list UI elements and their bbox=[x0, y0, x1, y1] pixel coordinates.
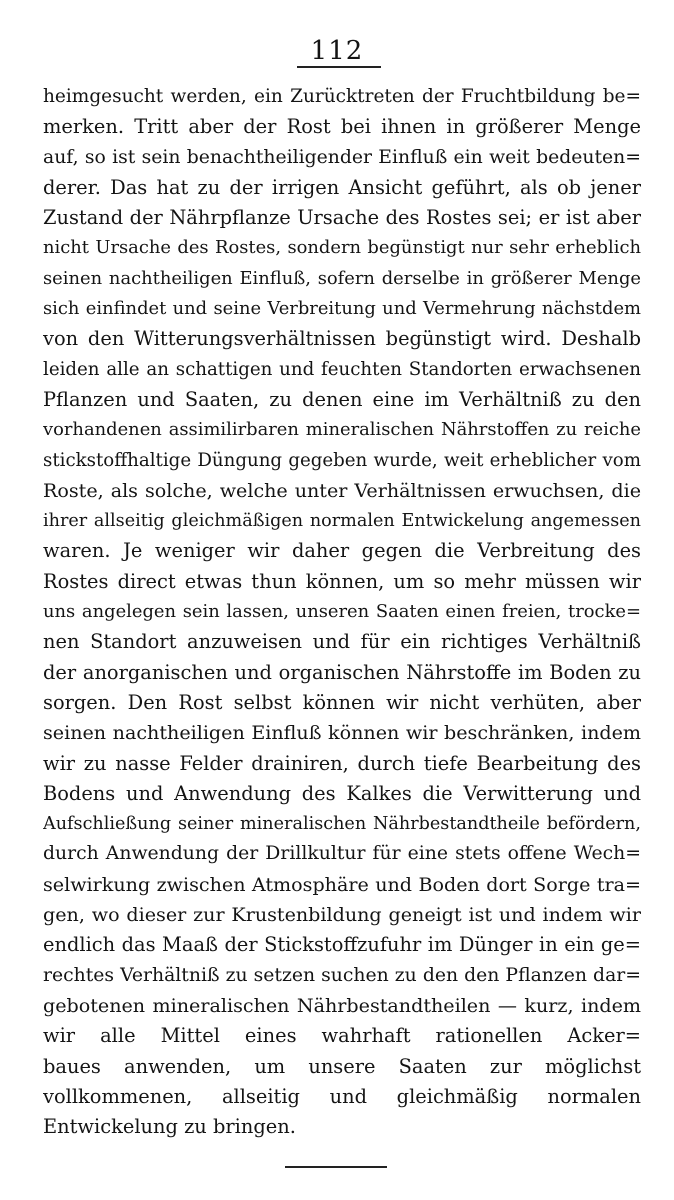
text-line: rechtes Verhältniß zu setzen suchen zu den den Pflanzen dar= bbox=[43, 964, 641, 986]
text-line: uns angelegen sein lassen, unseren Saaten einen freien, trocke= bbox=[43, 601, 641, 623]
text-line: endlich das Maaß der Stickstoffzufuhr im Dünger in ein ge= bbox=[43, 933, 641, 957]
text-line: Zustand der Nährpflanze Ursache des Rostes sei; er ist aber bbox=[43, 206, 641, 230]
text-line: sorgen. Den Rost selbst können wir nicht verhüten, aber bbox=[43, 690, 641, 714]
text-line: leiden alle an schattigen und feuchten Standorten erwachsenen bbox=[43, 358, 641, 380]
text-line: derer. Das hat zu der irrigen Ansicht geführt, als ob jener bbox=[43, 175, 641, 199]
text-line: gen, wo dieser zur Krustenbildung geneigt ist und indem wir bbox=[43, 903, 641, 927]
text-line: nen Standort anzuweisen und für ein richtiges Verhältniß bbox=[43, 630, 641, 654]
header-rule bbox=[297, 66, 381, 68]
text-line: waren. Je weniger wir daher gegen die Verbreitung des bbox=[43, 539, 641, 563]
text-line: vorhandenen assimilirbaren mineralischen Nährstoffen zu reiche bbox=[43, 419, 641, 441]
text-line: wir zu nasse Felder drainiren, durch tiefe Bearbeitung des bbox=[43, 751, 641, 775]
text-line: nicht Ursache des Rostes, sondern begünstigt nur sehr erheblich bbox=[43, 237, 641, 259]
text-line: ihrer allseitig gleichmäßigen normalen Entwickelung angemessen bbox=[43, 511, 641, 532]
text-line: seinen nachtheiligen Einfluß, sofern derselbe in größerer Menge bbox=[43, 267, 641, 289]
text-line: wir alle Mittel eines wahrhaft rationellen Acker= bbox=[43, 1024, 641, 1048]
text-line: Rostes direct etwas thun können, um so mehr müssen wir bbox=[43, 569, 641, 593]
text-line: durch Anwendung der Drillkultur für eine stets offene Wech= bbox=[43, 843, 641, 865]
text-line: gebotenen mineralischen Nährbestandtheilen — kurz, indem bbox=[43, 993, 641, 1017]
text-line: auf, so ist sein benachtheiligender Einfluß ein weit bedeuten= bbox=[43, 146, 641, 168]
text-line: vollkommenen, allseitig und gleichmäßig normalen bbox=[43, 1084, 641, 1108]
text-line: der anorganischen und organischen Nährstoffe im Boden zu bbox=[43, 660, 641, 684]
text-line: Aufschließung seiner mineralischen Nährbestandtheile befördern, bbox=[43, 814, 641, 835]
text-line: von den Witterungsverhältnissen begünstigt wird. Deshalb bbox=[43, 327, 641, 351]
text-line: heimgesucht werden, ein Zurücktreten der Fruchtbildung be= bbox=[43, 86, 641, 107]
text-line: seinen nachtheiligen Einfluß können wir beschränken, indem bbox=[43, 721, 641, 745]
page-number: 112 bbox=[310, 36, 364, 66]
text-line: Bodens und Anwendung des Kalkes die Verwitterung und bbox=[43, 781, 641, 805]
text-line: Entwickelung zu bringen. bbox=[43, 1115, 296, 1139]
body-text bbox=[43, 82, 641, 1142]
text-line: Pflanzen und Saaten, zu denen eine im Verhältniß zu den bbox=[43, 387, 641, 411]
text-line: sich einfindet und seine Verbreitung und Vermehrung nächstdem bbox=[43, 298, 641, 320]
text-line: baues anwenden, um unsere Saaten zur möglichst bbox=[43, 1054, 641, 1078]
text-line: merken. Tritt aber der Rost bei ihnen in größerer Menge bbox=[43, 115, 641, 139]
text-line: stickstoffhaltige Düngung gegeben wurde, weit erheblicher vom bbox=[43, 449, 641, 471]
footer-rule bbox=[285, 1166, 387, 1168]
text-line: selwirkung zwischen Atmosphäre und Boden dort Sorge tra= bbox=[43, 872, 641, 896]
text-line: Roste, als solche, welche unter Verhältnissen erwuchsen, die bbox=[43, 478, 641, 502]
